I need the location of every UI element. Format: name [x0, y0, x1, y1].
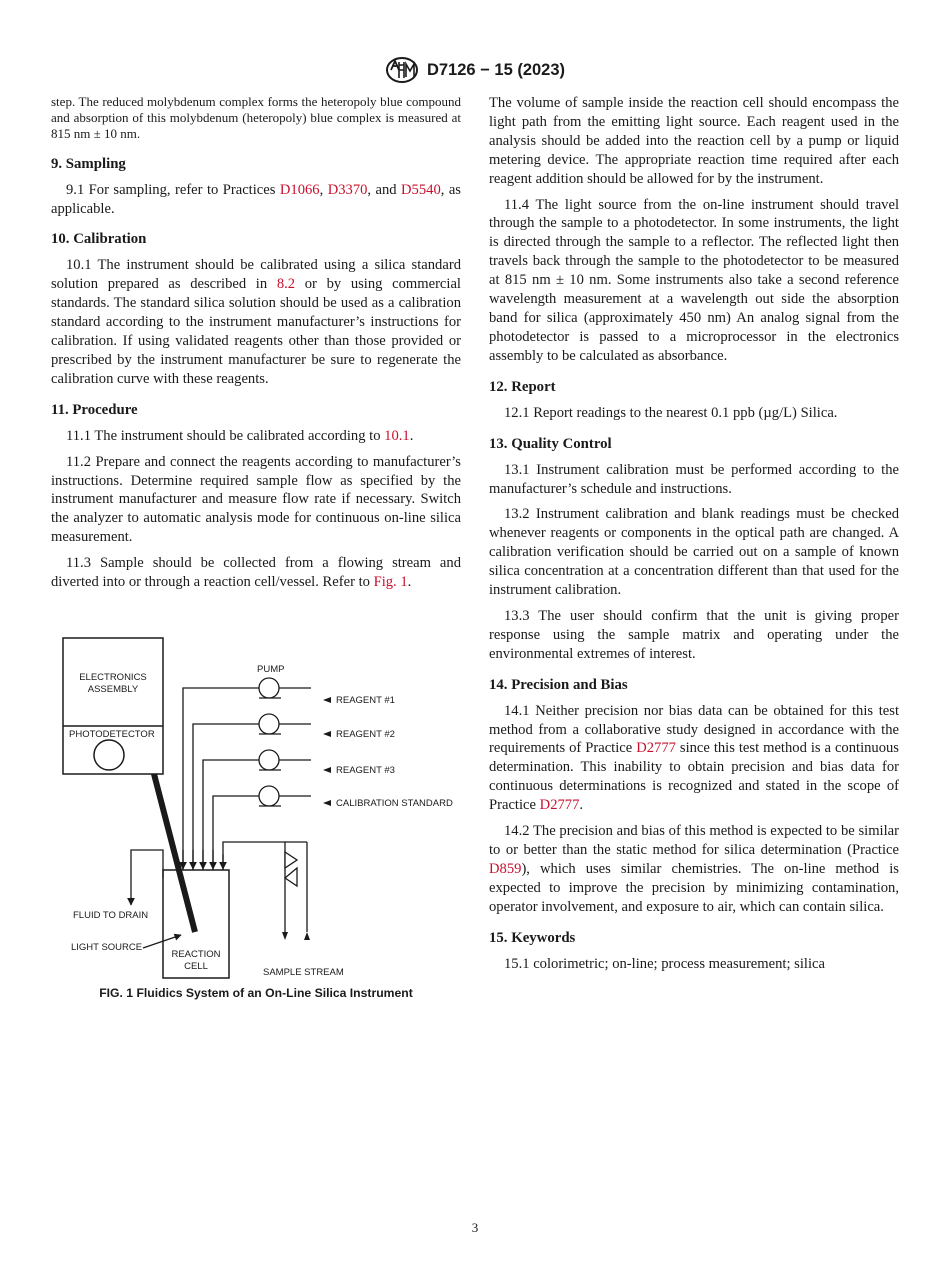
astm-logo-icon: [385, 56, 419, 84]
section-10-heading: 10. Calibration: [51, 231, 147, 248]
fluidics-diagram: [51, 630, 461, 982]
ref-8-2-link[interactable]: 8.2: [276, 276, 296, 293]
ref-10-1-link[interactable]: 10.1: [384, 427, 410, 444]
paragraph-11-4: 11.4 The light source from the on-line instrument should travel through the sample to a photodetector. In some instruments, the light is directed through the sample to a reflector. The reflected light then travels back through the sample to the photodetector to be measured at 815 nm ± 10 nm. Some instruments also take a second reference wavelength measurement at a wavelength out side the absorption band for silica (approximately 450 nm) An analog signal from the photodetector is passed to a microprocessor in the electronics assembly to be calculated as absorbance.: [489, 196, 899, 364]
left-column: [51, 94, 461, 599]
section-14-heading: 14. Precision and Bias: [489, 676, 628, 693]
section-11-heading: 11. Procedure: [51, 401, 138, 418]
section-13-heading: 13. Quality Control: [489, 435, 612, 452]
paragraph-13-3: 13.3 The user should confirm that the unit is giving proper response using the sample matrix and operating under the environmental extremes of interest.: [489, 607, 899, 662]
reagent-3-label: REAGENT #3: [336, 765, 395, 776]
figure-caption: FIG. 1 Fluidics System of an On-Line Silica Instrument: [99, 986, 413, 1000]
light-source-label: LIGHT SOURCE: [71, 942, 143, 953]
reagent-1-label: REAGENT #1: [336, 695, 395, 706]
photodetector-label: PHOTODETECTOR: [69, 729, 155, 740]
ref-d2777-link-2[interactable]: D2777: [539, 797, 580, 814]
ref-fig-1-link[interactable]: Fig. 1: [373, 574, 408, 591]
reaction-label: REACTION: [171, 949, 221, 960]
paragraph-10-1: 10.1 The instrument should be calibrated using a silica standard solution prepared as described in 8.2 or by using commercial standards. The standard silica solution should be used as a calibration standard according to the instrument manufacturer’s instructions for calibration. If using validated reagents other than those provided or prescribed by the instrument manufacturer be sure to regenerate the calibration curve with these reagents.: [51, 257, 461, 387]
calibration-standard-label: CALIBRATION STANDARD: [336, 798, 453, 809]
light-source-beam: [154, 774, 195, 932]
ref-d5540-link[interactable]: D5540: [401, 181, 441, 198]
paragraph-15-1: 15.1 colorimetric; on-line; process measurement; silica: [504, 955, 825, 972]
pump-2-icon: [259, 714, 279, 734]
paragraph-11-3: 11.3 Sample should be collected from a flowing stream and diverted into or through a reaction cell/vessel. Refer to Fig. 1.: [51, 555, 461, 591]
pump-label: PUMP: [257, 664, 285, 675]
electronics-label: ELECTRONICS: [79, 672, 147, 683]
pump-4-icon: [259, 786, 279, 806]
section-15-heading: 15. Keywords: [489, 929, 576, 946]
paragraph-14-2: 14.2 The precision and bias of this method is expected to be similar to or better than the static method for silica determination (Practice D859), which uses similar chemistries. The on-line method is expected to improve the precision by minimizing contamination, operator involvement, and exposure to air, which can contain silica.: [489, 823, 899, 915]
page-header: [0, 58, 950, 82]
right-column: [489, 94, 899, 981]
paragraph-9-1: 9.1 For sampling, refer to Practices D1066, D3370, and D5540, as applicable.: [51, 181, 461, 217]
photodetector-circle: [94, 740, 124, 770]
paragraph-13-2: 13.2 Instrument calibration and blank readings must be checked whenever reagents or components in the optical path are changed. A calibration verification should be carried out on a sample of known silica concentration at a concentration different than that used for the instrument calibration.: [489, 506, 899, 599]
ref-d859-link[interactable]: D859: [489, 860, 522, 877]
section-9-heading: 9. Sampling: [51, 155, 126, 172]
paragraph-11-1: 11.1 The instrument should be calibrated according to 10.1.: [66, 427, 414, 444]
pump-1-icon: [259, 678, 279, 698]
fluid-to-drain-label: FLUID TO DRAIN: [73, 910, 149, 921]
pump-3-icon: [259, 750, 279, 770]
paragraph-13-1: 13.1 Instrument calibration must be performed according to the manufacturer’s schedule and instructions.: [489, 461, 899, 497]
intro-paragraph: step. The reduced molybdenum complex forms the heteropoly blue compound and absorption of this molybdenum (heteropoly) blue complex is measured at 815 nm ± 10 nm.: [51, 94, 461, 142]
electronics-assembly-box: [63, 638, 163, 774]
sample-stream-label: SAMPLE STREAM: [263, 967, 344, 978]
paragraph-11-2: 11.2 Prepare and connect the reagents according to manufacturer’s instructions. Determine required sample flow as specified by the instrument manufacturer and measure flow rate if necessary. Switch the analyzer to automatic analysis mode for continuous on-line silica measurement.: [51, 453, 461, 546]
figure-1: [51, 630, 461, 1010]
assembly-label: ASSEMBLY: [87, 684, 139, 695]
document-id: D7126 − 15 (2023): [426, 60, 566, 79]
page-number: 3: [471, 1220, 479, 1235]
reagent-2-label: REAGENT #2: [336, 729, 395, 740]
valve-icon: [285, 852, 297, 886]
ref-d2777-link[interactable]: D2777: [636, 740, 676, 757]
paragraph-12-1: 12.1 Report readings to the nearest 0.1 ppb (µg/L) Silica.: [504, 404, 838, 421]
paragraph-14-1: 14.1 Neither precision nor bias data can be obtained for this test method from a collaborative study designed in accordance with the requirements of Practice D2777 since this test method is a continuous determination. This inability to obtain precision and bias data for continuous determinations is recognized and stated in the scope of Practice D2777.: [489, 702, 899, 814]
paragraph-11-3-cont: The volume of sample inside the reaction cell should encompass the light path from the emitting light source. Each reagent used in the analysis should be added into the reaction cell by a pump or liquid metering device. The appropriate reaction time required after each reagent addition should be allowed for by the instrument.: [489, 95, 899, 187]
section-12-heading: 12. Report: [489, 378, 556, 395]
cell-label: CELL: [184, 961, 208, 972]
ref-d1066-link[interactable]: D1066: [279, 181, 320, 198]
ref-d3370-link[interactable]: D3370: [327, 181, 368, 198]
